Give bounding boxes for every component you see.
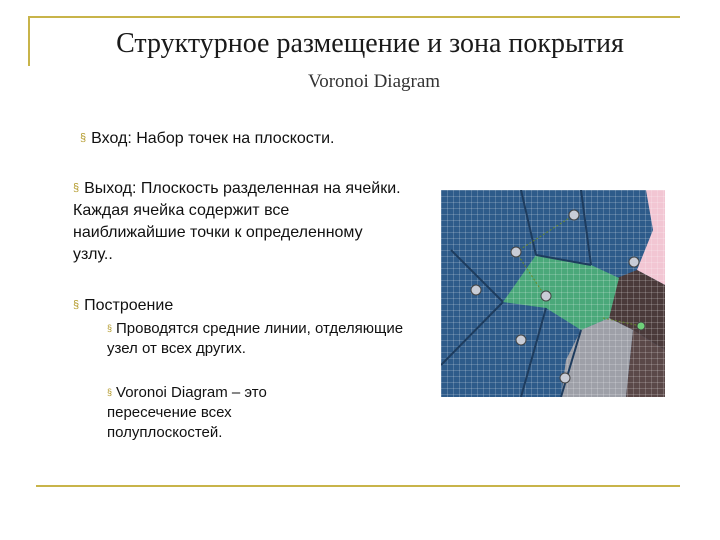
sub-bullet-text: Проводятся средние линии, отделяющие узел от всех других. <box>107 320 404 357</box>
slide-title: Структурное размещение и зона покрытия <box>116 28 624 59</box>
sub-bullet-marker: § <box>107 387 113 397</box>
site-point <box>511 247 521 257</box>
bullet-text: Вход: Набор точек на плоскости. <box>91 130 335 147</box>
bullet-input <box>80 127 460 150</box>
voronoi-diagram-figure <box>441 190 665 397</box>
bullet-marker: § <box>80 132 87 144</box>
sub-bullet-text: Voronoi Diagram – это пересечение всех полуплоскостей. <box>107 384 267 441</box>
bullet-output <box>73 177 403 266</box>
site-point <box>560 373 570 383</box>
bullet-text: Выход: Плоскость разделенная на ячейки. Каждая ячейка содержит все наиближайшие точки к определенному узлу.. <box>73 180 401 263</box>
sub-bullet-marker: § <box>107 323 113 333</box>
slide-subtitle: Voronoi Diagram <box>307 71 441 92</box>
site-point <box>516 335 526 345</box>
bullet-marker: § <box>73 182 80 194</box>
frame-bottom-line <box>36 485 680 487</box>
frame-top-line <box>28 16 680 18</box>
bullet-marker: § <box>73 299 80 311</box>
site-point <box>637 322 645 330</box>
site-point <box>569 210 579 220</box>
bullet-text: Построение <box>84 297 174 314</box>
sub-bullet-intersection <box>107 382 322 443</box>
bullet-construction <box>73 294 403 317</box>
site-point <box>541 291 551 301</box>
site-point <box>471 285 481 295</box>
sub-bullet-midlines <box>107 318 407 359</box>
site-point <box>629 257 639 267</box>
